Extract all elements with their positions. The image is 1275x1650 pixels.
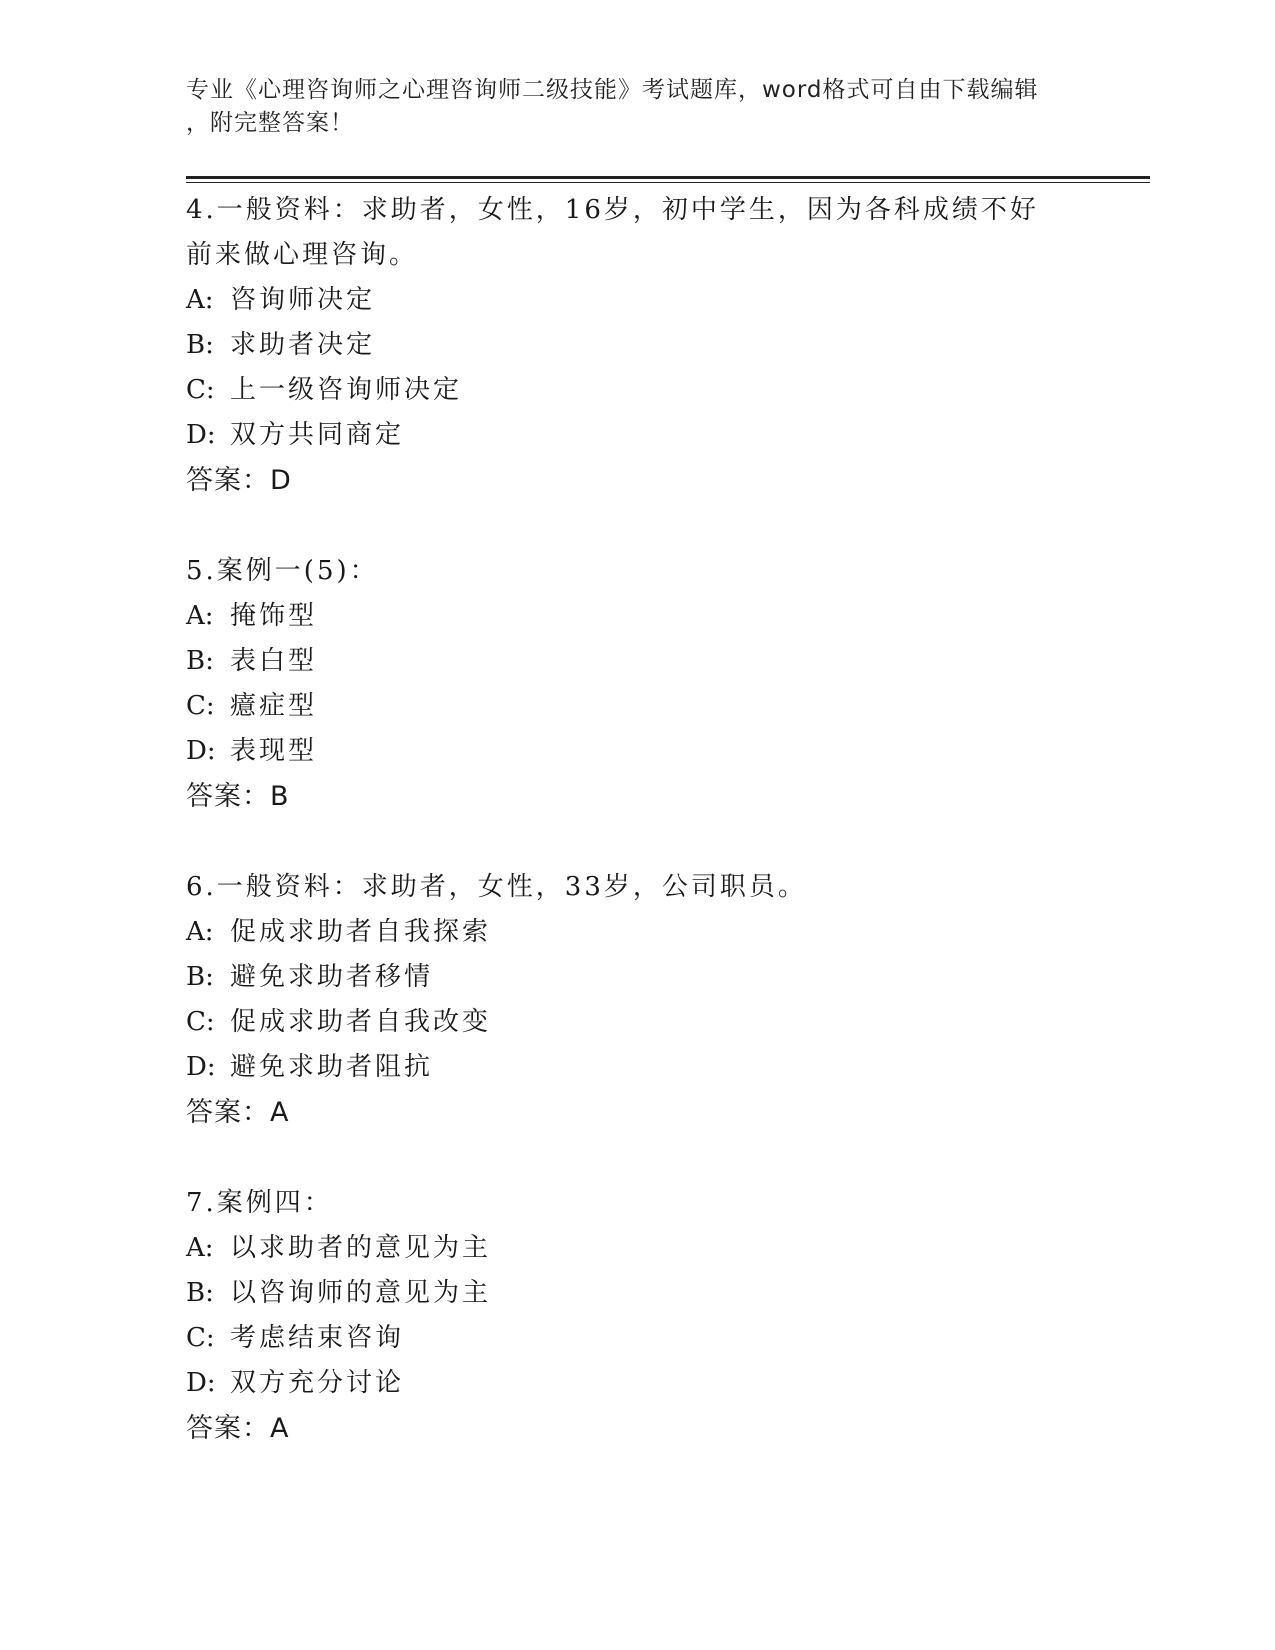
option-text: 以求助者的意见为主 xyxy=(230,1233,492,1263)
question-list xyxy=(186,188,1086,1497)
question-option xyxy=(186,413,1086,458)
option-text: 双方充分讨论 xyxy=(230,1368,405,1398)
header-divider-thick xyxy=(186,176,1150,179)
option-text: 促成求助者自我探索 xyxy=(230,917,492,947)
header-divider-thin xyxy=(186,182,1150,183)
question-stem: 7.案例四： xyxy=(186,1188,333,1218)
question-option xyxy=(186,1226,1086,1271)
option-letter: C: xyxy=(186,1007,215,1037)
option-letter: D: xyxy=(186,736,216,766)
question-option xyxy=(186,594,1086,639)
question-stem: 4.一般资料：求助者，女性，16岁，初中学生，因为各科成绩不好前来做心理咨询。 xyxy=(186,195,1039,270)
option-letter: A: xyxy=(186,601,214,631)
option-text: 掩饰型 xyxy=(230,601,318,631)
question-option xyxy=(186,1000,1086,1045)
option-letter: A: xyxy=(186,285,214,315)
question-answer: 答案：B xyxy=(186,781,290,812)
document-header xyxy=(186,74,1066,140)
option-text: 避免求助者移情 xyxy=(230,962,434,992)
question-option xyxy=(186,368,1086,413)
question-answer: 答案：A xyxy=(186,1097,290,1128)
option-letter: A: xyxy=(186,917,214,947)
question-item xyxy=(186,188,1086,503)
question-option xyxy=(186,910,1086,955)
question-stem: 5.案例一(5)： xyxy=(186,556,379,586)
question-option xyxy=(186,278,1086,323)
option-letter: C: xyxy=(186,691,215,721)
question-option xyxy=(186,1271,1086,1316)
option-letter: C: xyxy=(186,1323,215,1353)
option-letter: C: xyxy=(186,375,215,405)
option-letter: D: xyxy=(186,1368,216,1398)
question-item xyxy=(186,865,1086,1135)
option-text: 以咨询师的意见为主 xyxy=(230,1278,492,1308)
header-line-1: 专业《心理咨询师之心理咨询师二级技能》考试题库，word格式可自由下载编辑 xyxy=(186,77,1039,103)
option-text: 上一级咨询师决定 xyxy=(230,375,463,405)
question-answer: 答案：A xyxy=(186,1413,290,1444)
option-text: 咨询师决定 xyxy=(230,285,376,315)
question-option xyxy=(186,1045,1086,1090)
question-option xyxy=(186,1361,1086,1406)
option-letter: B: xyxy=(186,330,214,360)
option-text: 癔症型 xyxy=(230,691,318,721)
question-option xyxy=(186,729,1086,774)
question-answer: 答案：D xyxy=(186,465,292,496)
option-letter: A: xyxy=(186,1233,214,1263)
option-text: 求助者决定 xyxy=(230,330,376,360)
option-text: 表白型 xyxy=(230,646,318,676)
question-stem: 6.一般资料：求助者，女性，33岁，公司职员。 xyxy=(186,872,807,902)
option-text: 表现型 xyxy=(230,736,318,766)
option-letter: B: xyxy=(186,962,214,992)
question-option xyxy=(186,639,1086,684)
option-letter: B: xyxy=(186,646,214,676)
question-option xyxy=(186,1316,1086,1361)
option-letter: D: xyxy=(186,420,216,450)
question-option xyxy=(186,684,1086,729)
option-text: 双方共同商定 xyxy=(230,420,405,450)
question-item xyxy=(186,1181,1086,1451)
header-line-2: ，附完整答案！ xyxy=(186,110,354,136)
option-text: 避免求助者阻抗 xyxy=(230,1052,434,1082)
option-text: 促成求助者自我改变 xyxy=(230,1007,492,1037)
question-item xyxy=(186,549,1086,819)
option-letter: B: xyxy=(186,1278,214,1308)
question-option xyxy=(186,955,1086,1000)
option-letter: D: xyxy=(186,1052,216,1082)
question-option xyxy=(186,323,1086,368)
option-text: 考虑结束咨询 xyxy=(230,1323,405,1353)
